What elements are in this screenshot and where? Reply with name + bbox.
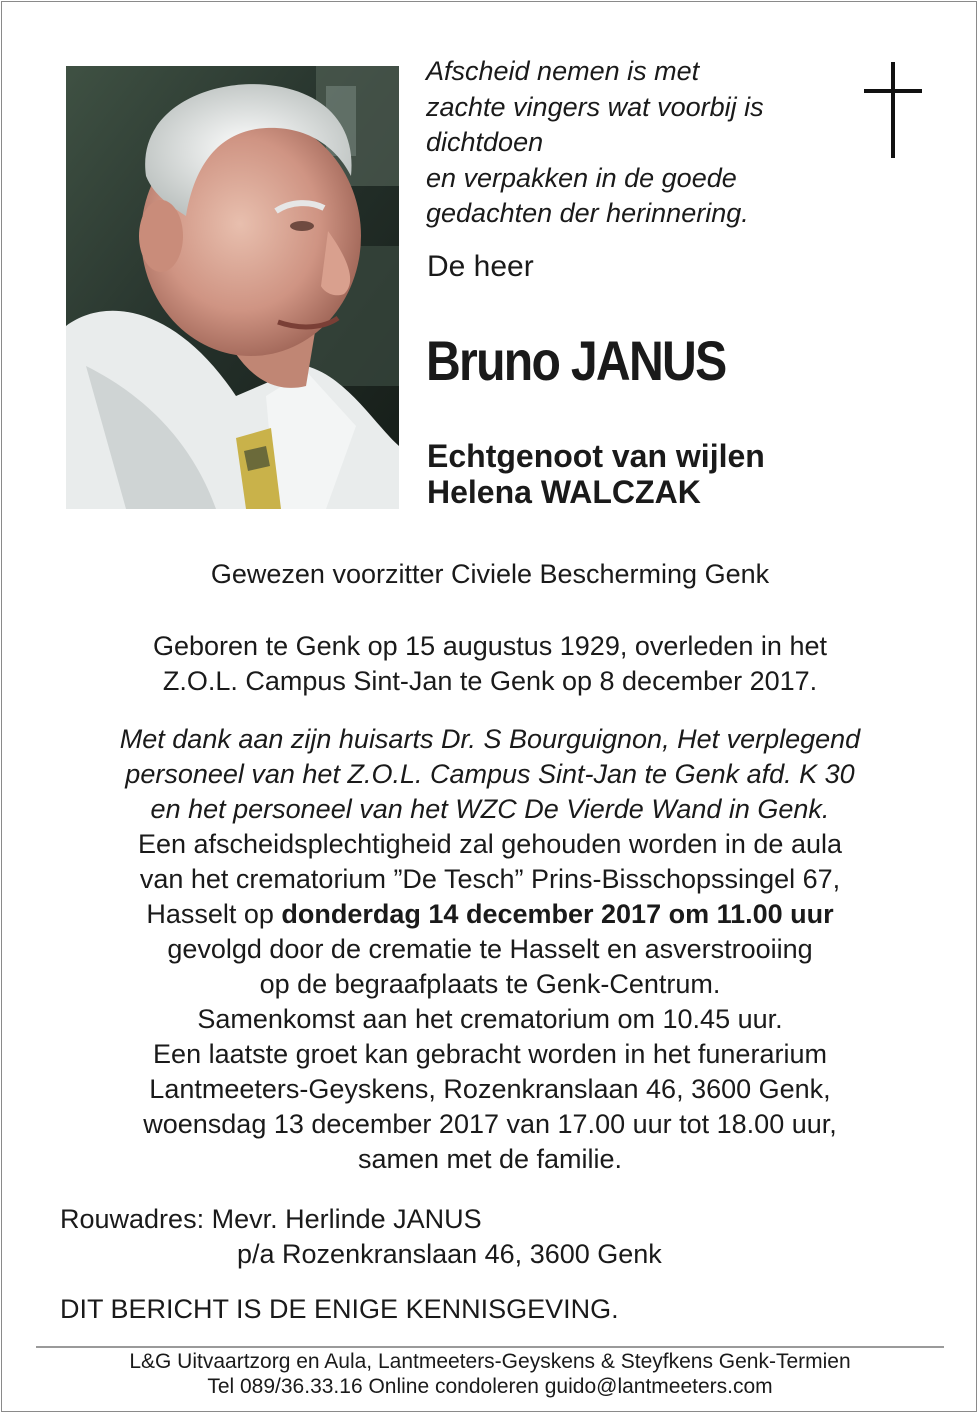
birth-line: Geboren te Genk op 15 augustus 1929, overleden in het: [153, 631, 827, 661]
poem-line: dichtdoen: [426, 127, 544, 157]
ceremony-line: van het crematorium ”De Tesch” Prins-Bisschopssingel 67,: [139, 864, 841, 894]
address-line: p/a Rozenkranslaan 46, 3600 Genk: [237, 1239, 662, 1269]
death-line: Z.O.L. Campus Sint-Jan te Genk op 8 december 2017.: [162, 666, 818, 696]
ceremony-line: Lantmeeters-Geyskens, Rozenkranslaan 46, 3600 Genk,: [149, 1074, 831, 1104]
thanks-line: en het personeel van het WZC De Vierde Wand in Genk.: [150, 794, 830, 824]
ceremony-line: Een afscheidsplechtigheid zal gehouden worden in de aula: [137, 829, 843, 859]
mourning-address: [60, 1202, 662, 1272]
memorial-poem: [426, 54, 846, 232]
spouse-info: [427, 438, 765, 510]
thanks-line: personeel van het Z.O.L. Campus Sint-Jan te Genk afd. K 30: [125, 759, 855, 789]
cross-icon: [864, 62, 922, 158]
former-role: Gewezen voorzitter Civiele Bescherming Genk: [210, 559, 770, 589]
ceremony-line: samen met de familie.: [357, 1144, 623, 1174]
ceremony-line: woensdag 13 december 2017 van 17.00 uur tot 18.00 uur,: [143, 1109, 837, 1139]
poem-line: Afscheid nemen is met: [426, 56, 700, 86]
ceremony-line: op de begraafplaats te Genk-Centrum.: [259, 969, 721, 999]
ceremony-place: Hasselt op: [146, 899, 274, 929]
funeral-home-footer: [30, 1349, 950, 1399]
address-line: Rouwadres: Mevr. Herlinde JANUS: [60, 1204, 482, 1234]
birth-death-info: [40, 629, 940, 699]
footer-line: L&G Uitvaartzorg en Aula, Lantmeeters-Geyskens & Steyfkens Genk-Termien: [129, 1350, 851, 1373]
ceremony-line: gevolgd door de crematie te Hasselt en asverstrooiing: [167, 934, 813, 964]
poem-line: zachte vingers wat voorbij is: [426, 91, 764, 122]
spouse-line: Echtgenoot van wijlen: [427, 438, 765, 474]
thanks-line: Met dank aan zijn huisarts Dr. S Bourguignon, Het verplegend: [119, 724, 861, 754]
ceremony-text: [40, 722, 940, 1177]
poem-line: gedachten der herinnering.: [426, 198, 749, 228]
portrait-photo: [66, 66, 399, 509]
ceremony-date-line: [40, 897, 940, 932]
deceased-name: Bruno JANUS: [426, 329, 726, 392]
ceremony-line: Een laatste groet kan gebracht worden in het funerarium: [153, 1039, 827, 1069]
spouse-name: Helena WALCZAK: [427, 474, 701, 510]
sole-notice: DIT BERICHT IS DE ENIGE KENNISGEVING.: [60, 1294, 619, 1324]
ceremony-datetime: donderdag 14 december 2017 om 11.00 uur: [281, 899, 834, 929]
poem-line: en verpakken in de goede: [426, 162, 737, 193]
ceremony-line: Samenkomst aan het crematorium om 10.45 uur.: [197, 1004, 783, 1034]
footer-contact: Tel 089/36.33.16 Online condoleren guido@lantmeeters.com: [207, 1375, 773, 1398]
salutation: De heer: [427, 250, 534, 283]
footer-divider: [36, 1346, 944, 1348]
